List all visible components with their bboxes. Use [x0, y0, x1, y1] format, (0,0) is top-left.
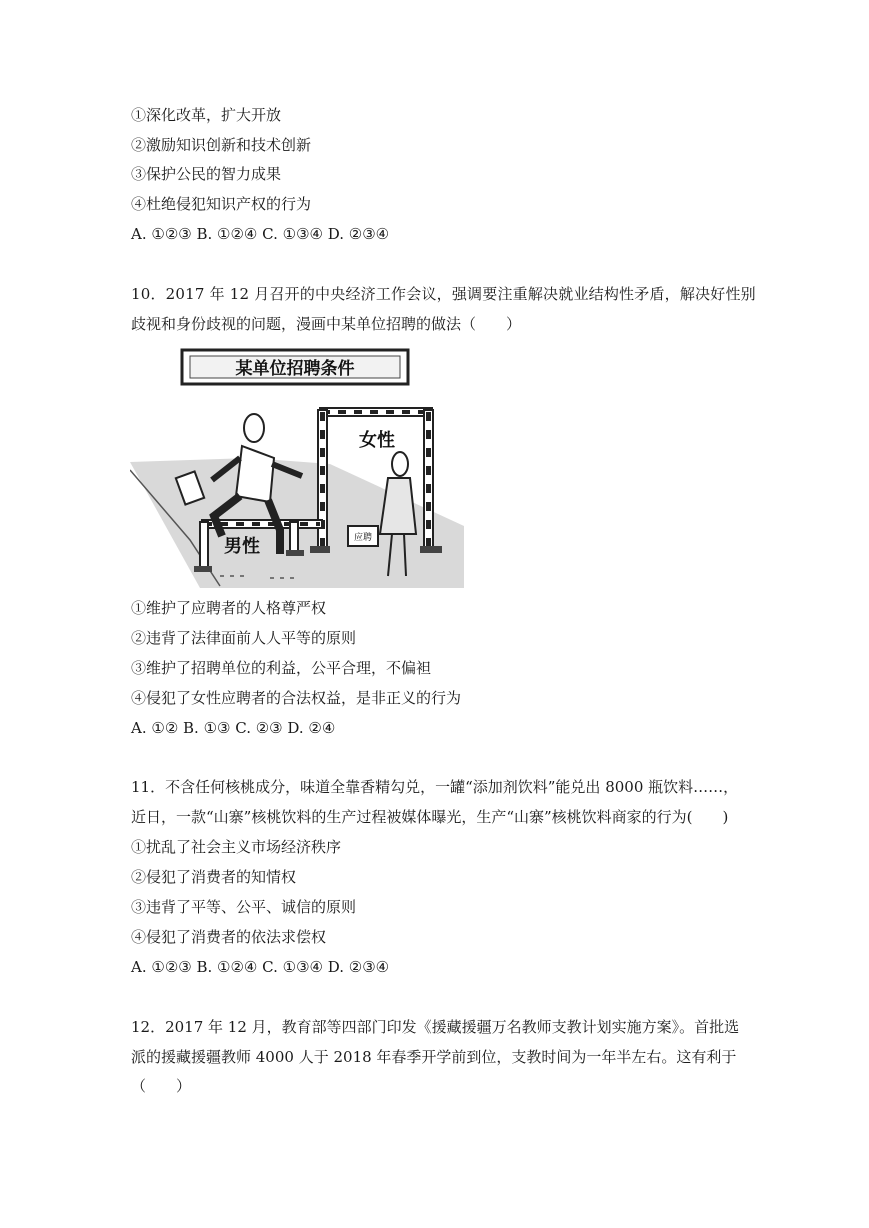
- q10-option-4: ④侵犯了女性应聘者的合法权益，是非正义的行为: [131, 689, 462, 707]
- q9-option-3: ③保护公民的智力成果: [131, 165, 282, 183]
- q12-stem-line-3: （ ）: [131, 1077, 192, 1095]
- q9-option-2: ②激励知识创新和技术创新: [131, 136, 312, 154]
- q10-stem-line-2: 歧视和身份歧视的问题，漫画中某单位招聘的做法（ ）: [131, 315, 522, 333]
- q11-option-3: ③违背了平等、公平、诚信的原则: [131, 898, 357, 916]
- q11-stem-line-2: 近日，一款“山寨”核桃饮料的生产过程被媒体曝光，生产“山寨”核桃饮料商家的行为( ): [131, 808, 729, 826]
- q10-option-1: ①维护了应聘者的人格尊严权: [131, 599, 327, 617]
- hurdle-label: 男性: [224, 536, 260, 557]
- recruitment-cartoon: [130, 340, 464, 588]
- q11-option-2: ②侵犯了消费者的知情权: [131, 868, 297, 886]
- q11-answer-choices: A. ①②③ B. ①②④ C. ①③④ D. ②③④: [131, 958, 390, 976]
- q10-option-2: ②违背了法律面前人人平等的原则: [131, 629, 357, 647]
- q12-stem-line-1: 12．2017 年 12 月，教育部等四部门印发《援藏援疆万名教师支教计划实施方案》。首批选: [131, 1018, 740, 1036]
- q11-option-4: ④侵犯了消费者的依法求偿权: [131, 928, 327, 946]
- q9-answer-choices: A. ①②③ B. ①②④ C. ①③④ D. ②③④: [131, 225, 390, 243]
- q9-option-1: ①深化改革，扩大开放: [131, 106, 282, 124]
- q10-option-3: ③维护了招聘单位的利益，公平合理，不偏袒: [131, 659, 432, 677]
- q12-stem-line-2: 派的援藏援疆教师 4000 人于 2018 年春季开学前到位，支教时间为一年半左右。这有利于: [131, 1048, 737, 1066]
- banner-text: 某单位招聘条件: [235, 359, 355, 379]
- folder-label: 应聘: [353, 533, 373, 543]
- q10-answer-choices: A. ①② B. ①③ C. ②③ D. ②④: [131, 719, 336, 737]
- q9-option-4: ④杜绝侵犯知识产权的行为: [131, 195, 312, 213]
- q10-stem-line-1: 10．2017 年 12 月召开的中央经济工作会议，强调要注重解决就业结构性矛盾，解决好性别: [131, 285, 756, 303]
- gate-label: 女性: [359, 430, 395, 451]
- banner-sign: [182, 350, 408, 384]
- q11-stem-line-1: 11．不含任何核桃成分，味道全靠香精勾兑，一罐“添加剂饮料”能兑出 8000 瓶饮料……，: [131, 778, 739, 796]
- q11-option-1: ①扰乱了社会主义市场经济秩序: [131, 838, 342, 856]
